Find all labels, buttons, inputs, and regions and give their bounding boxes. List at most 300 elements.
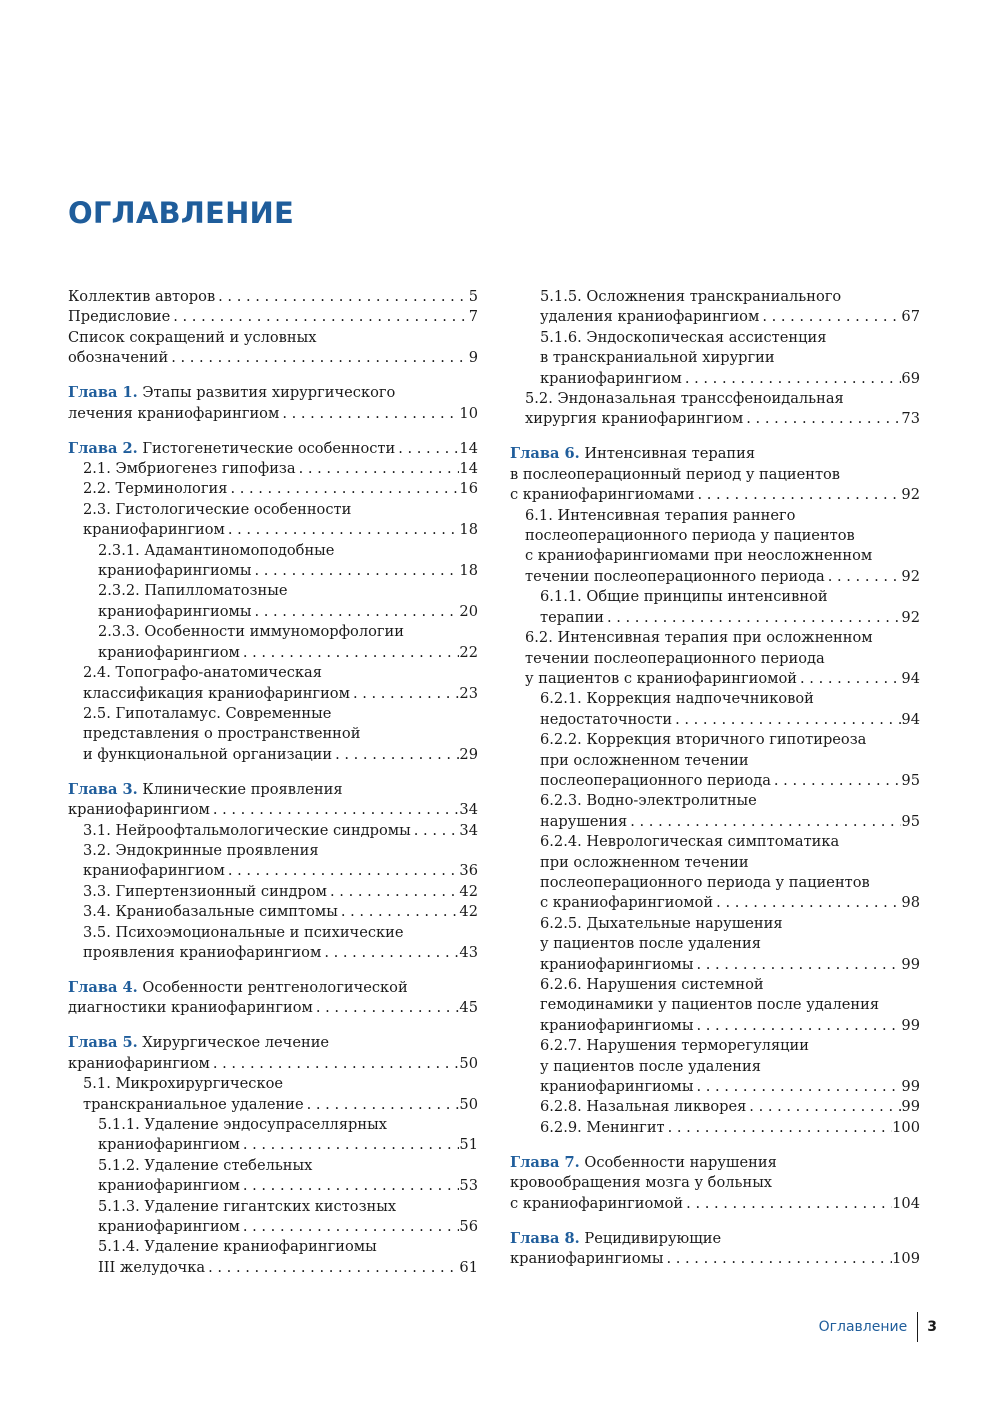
toc-entry-text [98, 1198, 396, 1215]
toc-entry-text [540, 915, 783, 932]
toc-entry-line [540, 328, 920, 348]
toc-entry-line [540, 771, 920, 791]
toc-entry [68, 882, 478, 902]
toc-entry-line [540, 893, 920, 913]
toc-page-number: 23 [459, 684, 478, 702]
toc-title-text: 3.5. Психоэмоциональные и психические [83, 923, 404, 941]
toc-entry-text [510, 1174, 772, 1191]
toc-title-text: удаления краниофарингиом [540, 308, 760, 326]
toc-page-number: 42 [459, 903, 478, 921]
toc-entry-text [540, 1016, 693, 1036]
toc-chapter-entry [68, 1033, 478, 1074]
toc-entry-line [540, 873, 920, 893]
toc-title-text: 6.2.5. Дыхательные нарушения [540, 914, 783, 932]
toc-page-number: 98 [901, 894, 920, 912]
toc-entry-text [525, 567, 825, 587]
toc-entry-text [83, 924, 404, 941]
toc-title-text: Список сокращений и условных [68, 328, 317, 346]
dot-leader [683, 1194, 892, 1214]
toc-entry-text [540, 307, 759, 327]
toc-entry-line [540, 1057, 920, 1077]
toc-entry-line [98, 541, 478, 561]
toc-entry-text [540, 752, 749, 769]
toc-entry-text [525, 507, 795, 524]
toc-page-number: 99 [901, 1016, 920, 1034]
toc-page-number: 73 [901, 410, 920, 428]
toc-entry-line [68, 1054, 478, 1074]
toc-entry-text [540, 976, 764, 993]
toc-entry-line [540, 934, 920, 954]
toc-entry [68, 1156, 478, 1197]
toc-entry-text [98, 1238, 377, 1255]
toc-title-text: в послеоперационный период у пациентов [510, 465, 841, 483]
toc-entry-text [83, 664, 322, 681]
toc-title-text: с краниофарингиомой [510, 1194, 684, 1212]
toc-entry-text [540, 792, 757, 809]
toc-title-text: краниофарингиом [68, 1054, 210, 1072]
toc-entry-line [98, 1197, 478, 1217]
toc-title-text: при осложненном течении [540, 751, 749, 769]
toc-page-number: 34 [459, 801, 478, 819]
toc-entry-text [68, 439, 395, 459]
toc-title-text: 5.1.6. Эндоскопическая ассистенция [540, 328, 827, 346]
toc-title-text: течении послеоперационного периода [525, 649, 825, 667]
toc-page-number: 14 [459, 439, 478, 457]
toc-entry-line [540, 689, 920, 709]
toc-entry-text [540, 874, 870, 891]
chapter-label: Глава 8. [510, 1229, 580, 1247]
toc-entry [510, 791, 920, 832]
dot-leader [693, 1016, 901, 1036]
toc-page-number: 92 [901, 486, 920, 504]
running-title: Оглавление [818, 1319, 908, 1335]
toc-entry-line [98, 643, 478, 663]
dot-leader [240, 643, 460, 663]
toc-page-number: 18 [459, 521, 478, 539]
dot-leader [332, 745, 459, 765]
toc-page-number: 9 [468, 349, 478, 367]
toc-title-text: 3.4. Краниобазальные симптомы [83, 903, 338, 921]
toc-entry-text [83, 861, 225, 881]
dot-leader [694, 485, 901, 505]
chapter-label: Глава 5. [68, 1034, 138, 1052]
toc-entry-text [540, 710, 672, 730]
toc-entry-text [83, 842, 319, 859]
dot-leader [227, 479, 459, 499]
dot-leader [604, 608, 901, 628]
toc-entry-text [525, 409, 743, 429]
dot-leader [240, 1217, 460, 1237]
toc-title-text: транскраниальное удаление [83, 1095, 304, 1113]
toc-entry-line [83, 459, 478, 479]
toc-entry [510, 1118, 920, 1138]
toc-entry-line [68, 348, 478, 368]
toc-entry-line [540, 914, 920, 934]
toc-page-number: 100 [892, 1118, 920, 1136]
toc-entry-text [83, 821, 411, 841]
toc-entry-line [540, 1077, 920, 1097]
toc-entry-line [540, 975, 920, 995]
toc-page-number: 42 [459, 882, 478, 900]
toc-title-text: Гистогенетические особенности [142, 439, 396, 457]
toc-entry-line [540, 1016, 920, 1036]
toc-entry-text [540, 833, 839, 850]
dot-leader [296, 459, 460, 479]
toc-title-text: краниофарингиомы [510, 1250, 664, 1268]
toc-page-number: 5 [468, 288, 478, 305]
chapter-label: Глава 2. [68, 439, 138, 457]
toc-page-number: 95 [901, 812, 920, 830]
toc-entry-line [525, 546, 920, 566]
dot-leader [759, 307, 901, 327]
toc-entry-line [68, 978, 478, 998]
toc-entry-text [98, 1116, 387, 1133]
dot-leader [210, 800, 460, 820]
toc-entry [68, 1197, 478, 1238]
toc-entry-text [525, 650, 825, 667]
toc-entry-line [98, 622, 478, 642]
toc-title-text: краниофарингиомы [540, 955, 694, 973]
toc-entry [68, 821, 478, 841]
toc-entry-line [510, 1249, 920, 1269]
toc-title-text: краниофарингиом [98, 1177, 240, 1195]
toc-entry-line [540, 955, 920, 975]
toc-title-text: 5.1.4. Удаление краниофарингиомы [98, 1238, 377, 1256]
toc-entry-line [540, 730, 920, 750]
toc-entry-line [525, 567, 920, 587]
toc-title-text: 6.2.3. Водно-электролитные [540, 792, 757, 810]
toc-title-text: 2.5. Гипоталамус. Современные [83, 704, 332, 722]
toc-page-number: 36 [459, 862, 478, 880]
toc-entry [510, 287, 920, 328]
toc-entry-line [540, 791, 920, 811]
toc-entry [510, 628, 920, 689]
toc-page-number: 16 [459, 480, 478, 498]
toc-entry-text [68, 384, 395, 401]
toc-title-text: 6.1. Интенсивная терапия раннего [525, 506, 796, 524]
toc-entry-text [540, 1097, 746, 1117]
toc-entry-line [540, 710, 920, 730]
toc-entry-text [83, 705, 331, 722]
toc-entry-line [540, 853, 920, 873]
dot-leader [205, 1258, 459, 1278]
toc-entry [68, 500, 478, 541]
toc-title-text: краниофарингиомы [98, 562, 252, 580]
toc-title-text: 2.3. Гистологические особенности [83, 500, 352, 518]
dot-leader [240, 1135, 460, 1155]
toc-entry-line [83, 684, 478, 704]
toc-title-text: краниофарингиомы [540, 1078, 694, 1096]
toc-title-text: кровообращения мозга у больных [510, 1174, 773, 1192]
dot-leader [327, 882, 459, 902]
toc-title-text: при осложненном течении [540, 853, 749, 871]
toc-title-text: 5.2. Эндоназальная транссфеноидальная [525, 390, 844, 408]
toc-title-text: нарушения [540, 812, 628, 830]
toc-page-number: 43 [459, 943, 478, 961]
toc-page-number: 92 [901, 567, 920, 585]
toc-entry-line [510, 1229, 920, 1249]
toc-entry-line [540, 587, 920, 607]
dot-leader [663, 1249, 892, 1269]
toc-entry-line [68, 780, 478, 800]
dot-leader [210, 1054, 460, 1074]
toc-entry-text [540, 731, 866, 748]
toc-entry [68, 1074, 478, 1115]
toc-entry-line [83, 1095, 478, 1115]
chapter-label: Глава 4. [68, 978, 138, 996]
toc-entry-line [540, 307, 920, 327]
toc-entry-text [98, 1176, 240, 1196]
toc-page-number: 10 [459, 404, 478, 422]
toc-entry [510, 1036, 920, 1097]
toc-title-text: краниофарингиом [98, 1136, 240, 1154]
toc-entry-text [540, 288, 841, 305]
toc-entry-line [525, 628, 920, 648]
toc-page-number: 45 [459, 999, 478, 1017]
toc-entry-line [68, 1033, 478, 1053]
toc-entry-text [83, 520, 225, 540]
toc-page-number: 99 [901, 1098, 920, 1116]
toc-entry-line [510, 1194, 920, 1214]
toc-entry-text [525, 629, 873, 646]
toc-entry-text [83, 1075, 283, 1092]
dot-leader [251, 602, 459, 622]
toc-entry-text [98, 1217, 240, 1237]
toc-title-text: краниофарингиом [83, 862, 225, 880]
toc-title-text: течении послеоперационного периода [525, 567, 825, 585]
toc-entry [68, 923, 478, 964]
toc-page-number: 50 [459, 1054, 478, 1072]
toc-entry [68, 459, 478, 479]
toc-entry-line [540, 812, 920, 832]
toc-title-text: терапии [540, 608, 604, 626]
toc-entry-text [83, 1095, 304, 1115]
toc-chapter-entry [68, 383, 478, 424]
toc-entry [510, 587, 920, 628]
toc-title-text: 6.2.7. Нарушения терморегуляции [540, 1037, 809, 1055]
toc-page-number: 14 [459, 460, 478, 478]
toc-page-number: 95 [901, 771, 920, 789]
toc-entry-line [98, 561, 478, 581]
toc-title-text: краниофарингиом [83, 521, 225, 539]
toc-title-text: 5.1.3. Удаление гигантских кистозных [98, 1197, 397, 1215]
toc-page-number: 18 [459, 562, 478, 580]
toc-entry-text [83, 902, 338, 922]
toc-entry-text [510, 1154, 777, 1171]
toc-title-text: 3.2. Эндокринные проявления [83, 841, 319, 859]
toc-entry-text [83, 882, 327, 902]
toc-entry-text [98, 542, 334, 559]
toc-entry-line [510, 1153, 920, 1173]
dot-leader [395, 439, 459, 459]
toc-entry-text [510, 485, 694, 505]
dot-leader [170, 307, 468, 327]
toc-entry-line [83, 902, 478, 922]
dot-leader [771, 771, 902, 791]
toc-title-text: Клинические проявления [142, 780, 343, 798]
dot-leader [313, 998, 460, 1018]
toc-entry-line [83, 745, 478, 765]
toc-entry-line [83, 663, 478, 683]
toc-page-number: 29 [459, 745, 478, 763]
page-number: 3 [927, 1319, 937, 1335]
toc-entry [68, 541, 478, 582]
toc-entry-line [510, 485, 920, 505]
toc-page-number: 99 [901, 955, 920, 973]
chapter-label: Глава 3. [68, 780, 138, 798]
toc-page-number: 92 [901, 608, 920, 626]
toc-title-text: представления о пространственной [83, 725, 361, 743]
toc-title-text: 2.2. Терминология [83, 480, 228, 498]
toc-entry-text [83, 459, 296, 479]
toc-entry [68, 1237, 478, 1278]
toc-title-text: 6.2.1. Коррекция надпочечниковой [540, 690, 814, 708]
dot-leader [225, 520, 460, 540]
toc-entry-line [83, 923, 478, 943]
toc-entry-text [540, 349, 775, 366]
toc-entry-text [540, 1118, 665, 1138]
toc-entry [68, 287, 478, 307]
toc-title-text: 6.2.9. Менингит [540, 1118, 665, 1136]
toc-title-text: у пациентов после удаления [540, 1057, 761, 1075]
toc-page-number: 50 [459, 1095, 478, 1113]
toc-entry [68, 663, 478, 704]
dot-leader [746, 1097, 901, 1117]
toc-entry-line [98, 1258, 478, 1278]
toc-title-text: 5.1. Микрохирургическое [83, 1075, 284, 1093]
toc-entry-line [525, 669, 920, 689]
toc-entry-text [98, 1157, 312, 1174]
toc-entry-line [540, 608, 920, 628]
dot-leader [665, 1118, 893, 1138]
toc-entry-line [98, 1156, 478, 1176]
toc-entry-line [540, 1036, 920, 1056]
toc-entry [68, 841, 478, 882]
toc-title-text: недостаточности [540, 710, 673, 728]
toc-title-text: 6.2.6. Нарушения системной [540, 976, 764, 993]
toc-entry-line [83, 724, 478, 744]
toc-entry-text [83, 501, 351, 518]
toc-page-number: 94 [901, 669, 920, 687]
toc-title-text: 2.1. Эмбриогенез гипофиза [83, 460, 296, 478]
toc-entry-text [540, 608, 604, 628]
toc-entry-line [98, 581, 478, 601]
toc-title-text: с краниофарингиомами [510, 486, 695, 504]
toc-entry [68, 479, 478, 499]
toc-entry-line [68, 998, 478, 1018]
toc-entry-text [525, 390, 844, 407]
dot-leader [693, 1077, 901, 1097]
toc-entry-text [540, 1077, 693, 1097]
toc-entry-line [540, 348, 920, 368]
toc-title-text: послеоперационного периода у пациентов [525, 527, 855, 545]
toc-entry-text [68, 979, 408, 996]
toc-title-text: послеоперационного периода у пациентов [540, 873, 870, 891]
toc-entry [510, 389, 920, 430]
dot-leader [251, 561, 459, 581]
toc-entry-text [83, 725, 360, 742]
toc-title-text: лечения краниофарингиом [68, 404, 280, 422]
toc-page-number: 7 [468, 308, 478, 326]
toc-entry-text [83, 479, 227, 499]
toc-chapter-entry [68, 978, 478, 1019]
toc-entry-text [525, 669, 797, 689]
toc-entry [68, 328, 478, 369]
toc-title-text: с краниофарингиомами при неосложненном [525, 547, 873, 565]
toc-page-number: 104 [892, 1194, 920, 1212]
dot-leader [321, 943, 459, 963]
toc-title-text: гемодинамики у пациентов после удаления [540, 996, 880, 1014]
toc-entry-text [98, 561, 251, 581]
toc-title-text: с краниофарингиомой [540, 894, 714, 912]
toc-entry-text [540, 955, 693, 975]
toc-entry-text [540, 935, 761, 952]
toc-entry-text [68, 404, 279, 424]
toc-title-text: проявления краниофарингиом [83, 943, 322, 961]
toc-entry-text [540, 893, 713, 913]
dot-leader [215, 287, 469, 307]
toc-title-text: 6.2.4. Неврологическая симптоматика [540, 833, 840, 851]
toc-entry-line [525, 389, 920, 409]
toc-title-text: 2.3.1. Адамантиномоподобные [98, 541, 335, 559]
toc-entry-text [525, 547, 872, 564]
toc-chapter-entry [68, 780, 478, 821]
dot-leader [240, 1176, 460, 1196]
toc-chapter-entry [510, 1229, 920, 1270]
page-title: ОГЛАВЛЕНИЕ [68, 196, 295, 230]
toc-entry-line [540, 832, 920, 852]
toc-entry [510, 975, 920, 1036]
toc-entry-text [510, 1230, 721, 1247]
toc-page-number: 22 [459, 643, 478, 661]
toc-title-text: Интенсивная терапия [584, 445, 756, 463]
dot-leader [627, 812, 901, 832]
toc-entry-line [98, 602, 478, 622]
toc-entry-line [525, 506, 920, 526]
toc-title-text: классификация краниофарингиом [83, 684, 350, 702]
toc-entry-text [98, 602, 251, 622]
toc-title-text: 2.4. Топографо-анатомическая [83, 664, 322, 682]
toc-entry-line [83, 861, 478, 881]
toc-entry-text [98, 1135, 240, 1155]
dot-leader [797, 669, 901, 689]
toc-entry-line [98, 1237, 478, 1257]
toc-entry-text [98, 582, 287, 599]
toc-entry-line [510, 444, 920, 464]
toc-page-number: 51 [459, 1136, 478, 1154]
toc-title-text: краниофарингиомы [540, 1016, 694, 1034]
toc-entry-line [83, 821, 478, 841]
dot-leader [682, 369, 902, 389]
toc-entry-line [98, 1135, 478, 1155]
toc-entry [510, 328, 920, 389]
dot-leader [225, 861, 460, 881]
toc-column-left [68, 287, 478, 1278]
toc-entry-line [68, 404, 478, 424]
toc-entry-text [68, 307, 170, 327]
toc-title-text: краниофарингиом [98, 643, 240, 661]
toc-title-text: в транскраниальной хирургии [540, 349, 775, 367]
toc-entry-line [68, 307, 478, 327]
chapter-label: Глава 1. [68, 384, 138, 402]
toc-title-text: у пациентов с краниофарингиомой [525, 669, 798, 687]
dot-leader [713, 893, 901, 913]
toc-entry-line [525, 649, 920, 669]
toc-entry-line [540, 751, 920, 771]
toc-entry-line [98, 1115, 478, 1135]
toc-entry-line [68, 800, 478, 820]
toc-entry-line [98, 1217, 478, 1237]
